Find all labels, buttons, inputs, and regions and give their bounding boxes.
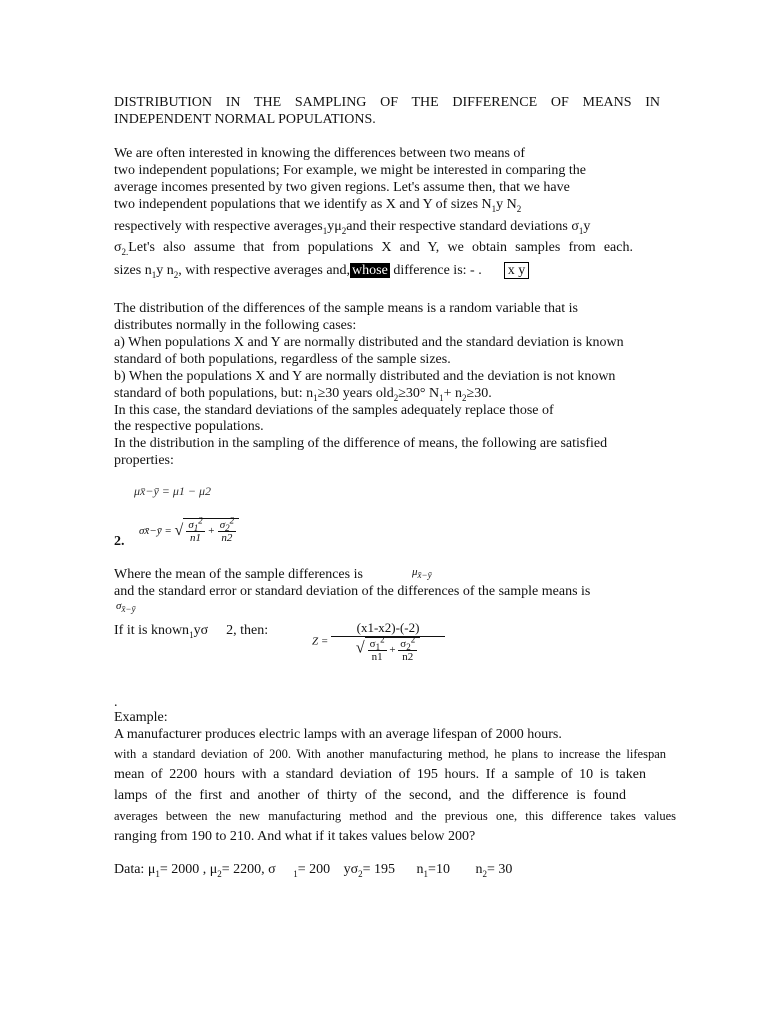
data-line <box>114 862 512 878</box>
subscript: 1 <box>578 225 584 236</box>
intro-line-3: average incomes presented by two given regions. Let's assume then, that we have <box>114 180 570 195</box>
mu-symbol: $\mu_{x̄-ȳ}$ <box>412 566 432 581</box>
data-j: = 30 <box>486 862 513 877</box>
example-line-3: mean of 2200 hours with a standard deviation of 195 hours. If a sample of 10 is taken <box>114 767 646 782</box>
subscript: 2 <box>341 225 347 236</box>
separator-dot: . <box>114 695 118 710</box>
data-b: = 2000 , μ <box>159 862 218 877</box>
denominator: n2 <box>221 532 233 544</box>
known-c: 2, then: <box>226 623 269 638</box>
denominator: n1 <box>371 651 383 663</box>
intro-line-7 <box>114 263 529 279</box>
z-formula: Z = (x1-x2)-(-2) √ $\frac{\sigma_1^2}{n1}$ + $\frac{\sigma_2^2}{n2}$ <box>312 620 445 663</box>
example-line-2: with a standard deviation of 200. With another manufacturing method, he plans to increase the lifespan <box>114 747 666 761</box>
intro-line-5b: yμ <box>327 219 342 234</box>
dist-line-6c: ≥30° N <box>398 386 440 401</box>
dist-line-5: b) When the populations X and Y are normally distributed and the deviation is not known <box>114 369 616 384</box>
intro-line-5d: y <box>583 219 591 234</box>
known-b: yσ <box>193 623 209 638</box>
intro-line-1: We are often interested in knowing the differences between two means of <box>114 146 526 161</box>
dist-line-9: In the distribution in the sampling of the difference of means, the following are satisfied <box>114 436 608 451</box>
intro-line-7b: y n <box>156 263 174 278</box>
formula-lhs: σx̄−ȳ = <box>139 525 172 537</box>
example-line-1: A manufacturer produces electric lamps with an average lifespan of 2000 hours. <box>114 727 562 742</box>
sigma-symbol: $\sigma_{x̄-ȳ}$ <box>116 600 136 615</box>
subscript: 1 <box>491 203 497 214</box>
dist-line-8: the respective populations. <box>114 419 264 434</box>
example-line-4: lamps of the first and another of thirty of the second, and the difference is found <box>114 788 626 803</box>
subscript: 2 <box>173 269 179 280</box>
data-i: n <box>475 862 483 877</box>
dist-line-6a: standard of both populations, but: n <box>114 386 314 401</box>
data-c: = 2200, σ <box>221 862 276 877</box>
standard-error-text: and the standard error or standard deviation of the differences of the sample means is <box>114 584 591 599</box>
dist-line-3: a) When populations X and Y are normally distributed and the standard deviation is known <box>114 335 624 350</box>
intro-line-4 <box>114 197 521 213</box>
dist-line-10: properties: <box>114 453 174 468</box>
highlighted-word: whose <box>352 263 388 278</box>
subscript: 1 <box>293 868 298 879</box>
formula-2-label: 2. <box>114 534 125 549</box>
intro-line-5c: and their respective standard deviations σ <box>346 219 579 234</box>
intro-line-7d: difference is: - . <box>389 263 482 278</box>
data-h: =10 <box>428 862 450 877</box>
subscript: 2. <box>121 246 129 257</box>
subscript: 1 <box>423 868 429 879</box>
example-heading: Example: <box>114 710 168 725</box>
intro-line-4-mid: y N <box>496 197 517 212</box>
subscript: 2 <box>358 868 363 879</box>
dist-line-7: In this case, the standard deviations of the samples adequately replace those of <box>114 403 554 418</box>
data-e: yσ <box>343 862 359 877</box>
formula-standard-error: σx̄−ȳ = √ $\frac{\sigma_1^2}{n1}$ + $\frac{\sigma_2^2}{n2}$ <box>139 518 239 544</box>
intro-line-6 <box>114 240 633 256</box>
subscript: 1 <box>322 225 328 236</box>
dist-line-4: standard of both populations, regardless of the sample sizes. <box>114 352 451 367</box>
intro-line-7a: sizes n <box>114 263 152 278</box>
example-line-5: averages between the new manufacturing method and the previous one, this difference takes values <box>114 809 676 823</box>
z-lhs: Z = <box>312 635 329 648</box>
subscript: 1 <box>151 269 157 280</box>
subscript: 2 <box>516 203 522 214</box>
data-f: = 195 <box>362 862 396 877</box>
data-g: n <box>416 862 424 877</box>
dist-line-6d: + n <box>443 386 463 401</box>
intro-line-4-text: two independent populations that we identify as X and Y of sizes N <box>114 197 492 212</box>
subscript: 1 <box>439 392 444 403</box>
subscript: 1 <box>155 868 160 879</box>
intro-line-6b: Let's also assume that from populations X and Y, we obtain samples from each. <box>128 240 633 255</box>
intro-line-2: two independent populations; For example, we might be interested in comparing the <box>114 163 587 178</box>
dist-line-6e: ≥30. <box>466 386 492 401</box>
title-line-1: DISTRIBUTION IN THE SAMPLING OF THE DIFFERENCE OF MEANS IN <box>114 95 660 110</box>
z-numerator: (x1-x2)-(-2) <box>331 620 445 637</box>
denominator: n2 <box>402 651 414 663</box>
known-text <box>114 623 268 639</box>
mean-difference-text: Where the mean of the sample differences is <box>114 567 363 582</box>
boxed-xy: x y <box>504 262 530 279</box>
data-d: = 200 <box>297 862 331 877</box>
dist-line-6 <box>114 386 492 402</box>
intro-line-6a: σ <box>114 240 122 255</box>
title-line-2: INDEPENDENT NORMAL POPULATIONS. <box>114 112 376 127</box>
subscript: 1 <box>313 392 318 403</box>
sqrt-content: $\frac{\sigma_1^2}{n1}$ + $\frac{\sigma_2^2}{n2}$ <box>183 518 239 544</box>
dist-line-2: distributes normally in the following cases: <box>114 318 357 333</box>
dist-line-6b: ≥30 years old <box>317 386 394 401</box>
formula-mean-difference: μx̄−ȳ = μ1 − μ2 <box>134 484 212 498</box>
example-line-6: ranging from 190 to 210. And what if it takes values below 200? <box>114 829 476 844</box>
data-a: Data: μ <box>114 862 156 877</box>
intro-line-5a: respectively with respective averages <box>114 219 323 234</box>
dist-line-1: The distribution of the differences of the sample means is a random variable that is <box>114 301 578 316</box>
subscript: 1 <box>189 629 194 640</box>
known-a: If it is known <box>114 623 190 638</box>
subscript: 2 <box>482 868 487 879</box>
subscript: 2 <box>393 392 399 403</box>
subscript: 2 <box>462 392 467 403</box>
subscript: 2 <box>217 868 222 879</box>
intro-line-5 <box>114 219 590 235</box>
intro-line-7c: , with respective averages and, <box>178 263 351 278</box>
denominator: n1 <box>190 532 202 544</box>
